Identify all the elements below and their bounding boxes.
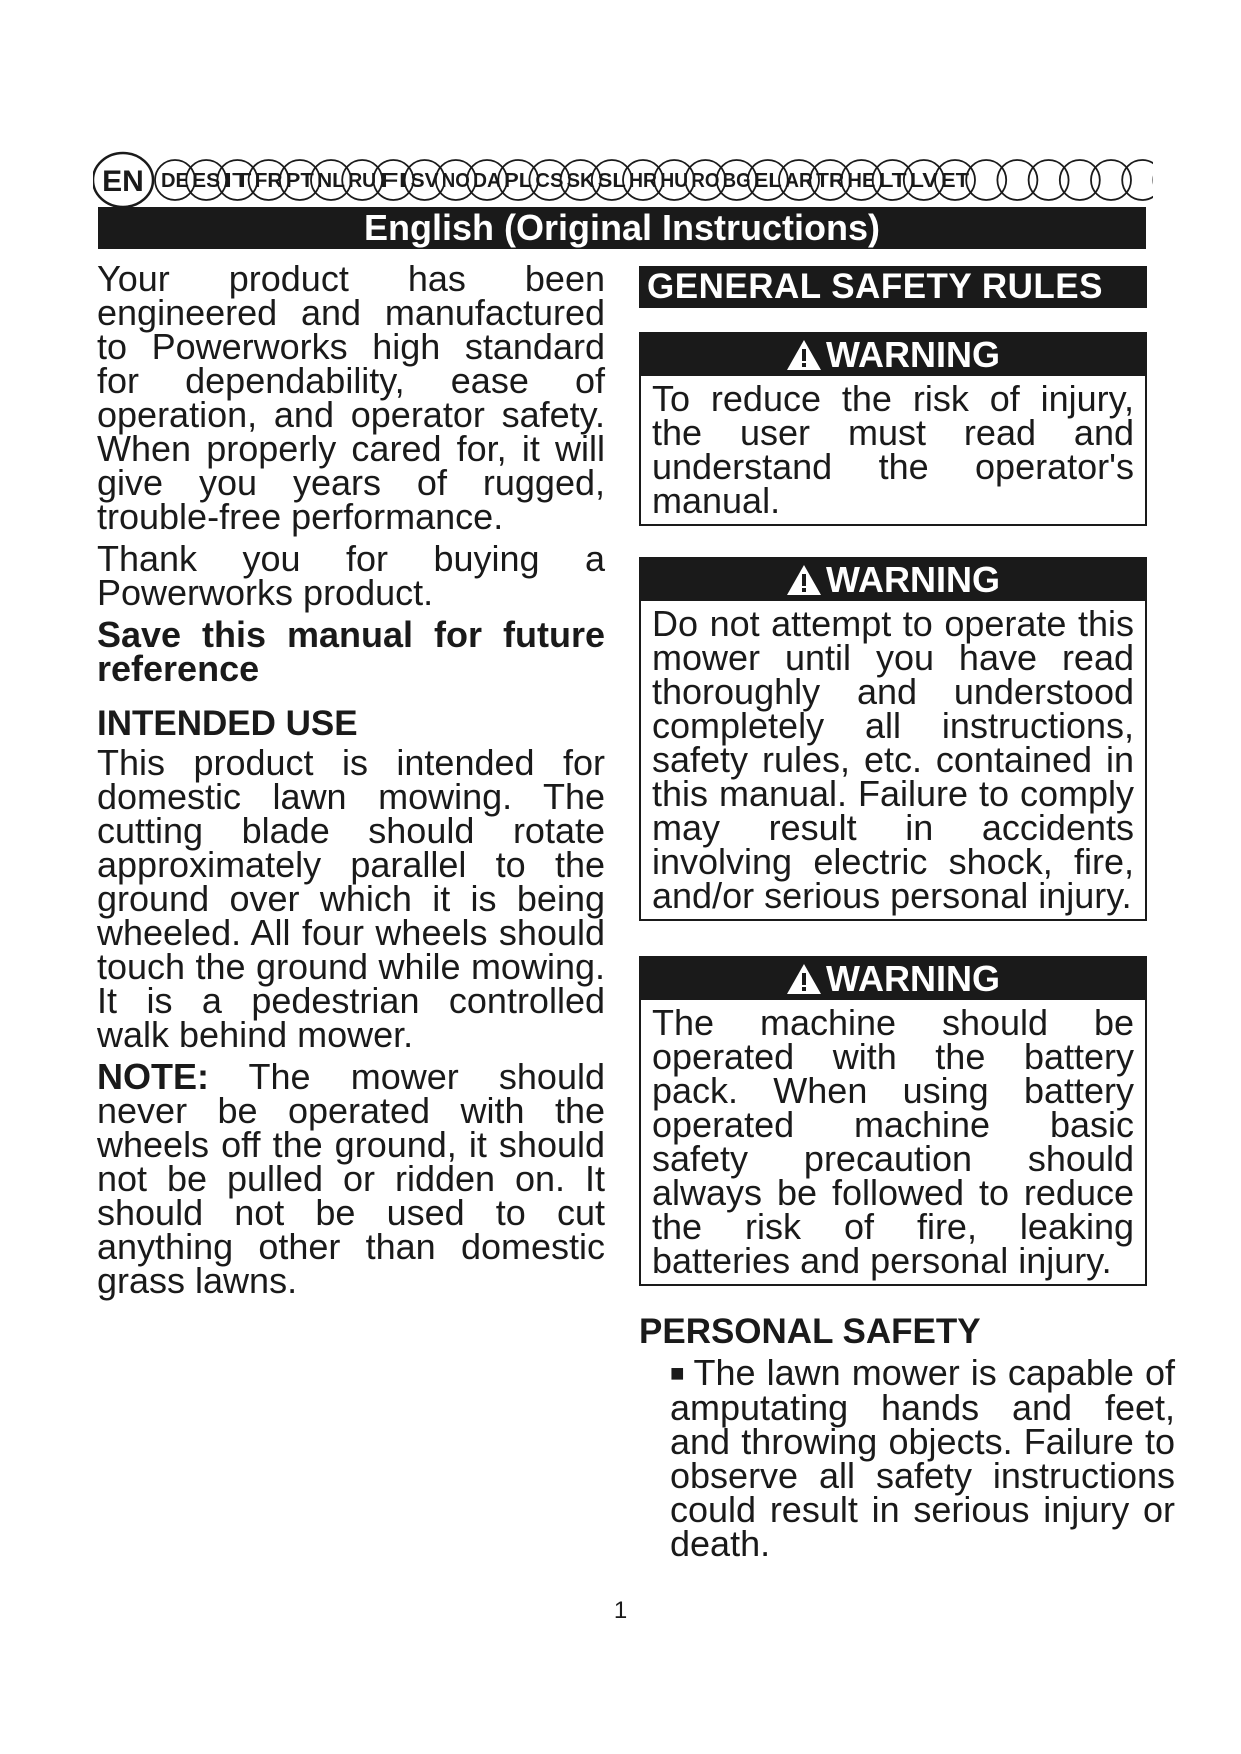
warning-text: Do not attempt to operate this mower until you have read thoroughly and understood completely all instructions, safety rules, etc. contained in this manual. Failure to comply may result in accidents involving electric shock, fire, and/or serious personal injury.	[652, 603, 1134, 916]
note-paragraph	[97, 1056, 605, 1301]
thanks-paragraph: Thank you for buying a Powerworks product.	[97, 538, 605, 613]
language-tab-da[interactable]: DA	[473, 170, 501, 192]
warning-triangle-icon	[786, 962, 822, 1004]
warning-triangle-icon	[786, 563, 822, 605]
language-tab-bg[interactable]: BG	[722, 170, 751, 192]
warning-text: To reduce the risk of injury, the user must read and understand the operator's manual.	[652, 378, 1134, 521]
intro-paragraph: Your product has been engineered and manufactured to Powerworks high standard for dependability, ease of operation, and operator safety. When properly cared for, it will give you years of rugged, trouble-free performance.	[97, 258, 605, 537]
language-selector	[93, 150, 1153, 210]
language-tab-ar[interactable]: AR	[785, 170, 814, 192]
language-tab-fr[interactable]: FR	[254, 170, 284, 192]
language-tab-outline	[966, 160, 1006, 200]
language-tab-outline	[1029, 160, 1069, 200]
personal-safety-text: The lawn mower is capable of amputating hands and feet, and throwing objects. Failure to observe all safety instructions could result in serious injury or death.	[670, 1352, 1175, 1564]
warning-label: WARNING	[826, 958, 1000, 999]
language-tab-active[interactable]: EN	[102, 165, 144, 198]
left-column	[97, 258, 605, 1301]
warning-label: WARNING	[826, 559, 1000, 600]
warning-text: The machine should be operated with the battery pack. When using battery operated machine basic safety precaution should always be followed to reduce the risk of fire, leaking batteries and personal injury.	[652, 1002, 1134, 1281]
warning-box-1	[639, 332, 1147, 526]
page-number: 1	[613, 1597, 628, 1624]
warning-triangle-icon	[786, 338, 822, 380]
language-tab-et[interactable]: ET	[941, 170, 969, 192]
language-tab-outline	[1060, 160, 1100, 200]
language-tab-sv[interactable]: SV	[410, 170, 440, 192]
note-text: The mower should never be operated with the wheels off the ground, it should not be pulled or ridden on. It should not be used to cut anything other than domestic grass lawns.	[97, 1056, 605, 1301]
personal-safety-bullet	[670, 1352, 1175, 1564]
warning-header	[641, 334, 1145, 376]
personal-safety-heading: PERSONAL SAFETY	[639, 1312, 981, 1351]
language-tab-sl[interactable]: SL	[597, 170, 626, 192]
language-tab-lt[interactable]: LT	[878, 170, 907, 192]
language-tab-de[interactable]: DE	[161, 170, 189, 192]
language-tab-hu[interactable]: HU	[660, 170, 689, 192]
language-selector-graphic	[93, 150, 1153, 210]
right-column	[639, 266, 1147, 1281]
language-tab-ru[interactable]: RU	[348, 170, 377, 192]
language-tab-hr[interactable]: HR	[629, 170, 658, 192]
square-bullet-icon: ■	[670, 1360, 686, 1387]
language-tab-outline	[997, 160, 1037, 200]
language-tab-lv[interactable]: LV	[909, 170, 939, 192]
language-tab-he[interactable]: HE	[847, 170, 876, 192]
language-tab-it[interactable]: IT	[223, 170, 252, 192]
language-tab-nl[interactable]: NL	[317, 170, 345, 192]
language-tab-pt[interactable]: PT	[285, 170, 314, 192]
warning-header	[641, 559, 1145, 601]
language-tab-sk[interactable]: SK	[566, 170, 596, 192]
language-tab-pl[interactable]: PL	[504, 170, 533, 192]
language-tab-outline	[1091, 160, 1131, 200]
language-tabs	[155, 160, 1153, 200]
save-manual-note: Save this manual for future reference	[97, 614, 605, 689]
language-tab-cs[interactable]: CS	[535, 170, 564, 192]
warning-header	[641, 958, 1145, 1000]
language-tab-no[interactable]: NO	[441, 170, 470, 192]
page-title: English (Original Instructions)	[98, 207, 1146, 249]
warning-box-2	[639, 557, 1147, 921]
language-tab-fi[interactable]: FI	[379, 170, 408, 192]
language-tab-outline	[1122, 160, 1153, 200]
warning-label: WARNING	[826, 334, 1000, 375]
note-label: NOTE:	[97, 1056, 209, 1097]
general-safety-rules-heading: GENERAL SAFETY RULES	[639, 266, 1147, 308]
language-tab-es[interactable]: ES	[192, 170, 221, 192]
warning-box-3	[639, 956, 1147, 1286]
language-tab-tr[interactable]: TR	[816, 170, 845, 192]
language-tab-ro[interactable]: RO	[691, 170, 720, 192]
language-tab-el[interactable]: EL	[753, 170, 782, 192]
intended-use-heading: INTENDED USE	[97, 704, 358, 743]
intended-use-paragraph: This product is intended for domestic lawn mowing. The cutting blade should rotate approximately parallel to the ground over which it is being wheeled. All four wheels should touch the ground while mowing. It is a pedestrian controlled walk behind mower.	[97, 742, 605, 1055]
